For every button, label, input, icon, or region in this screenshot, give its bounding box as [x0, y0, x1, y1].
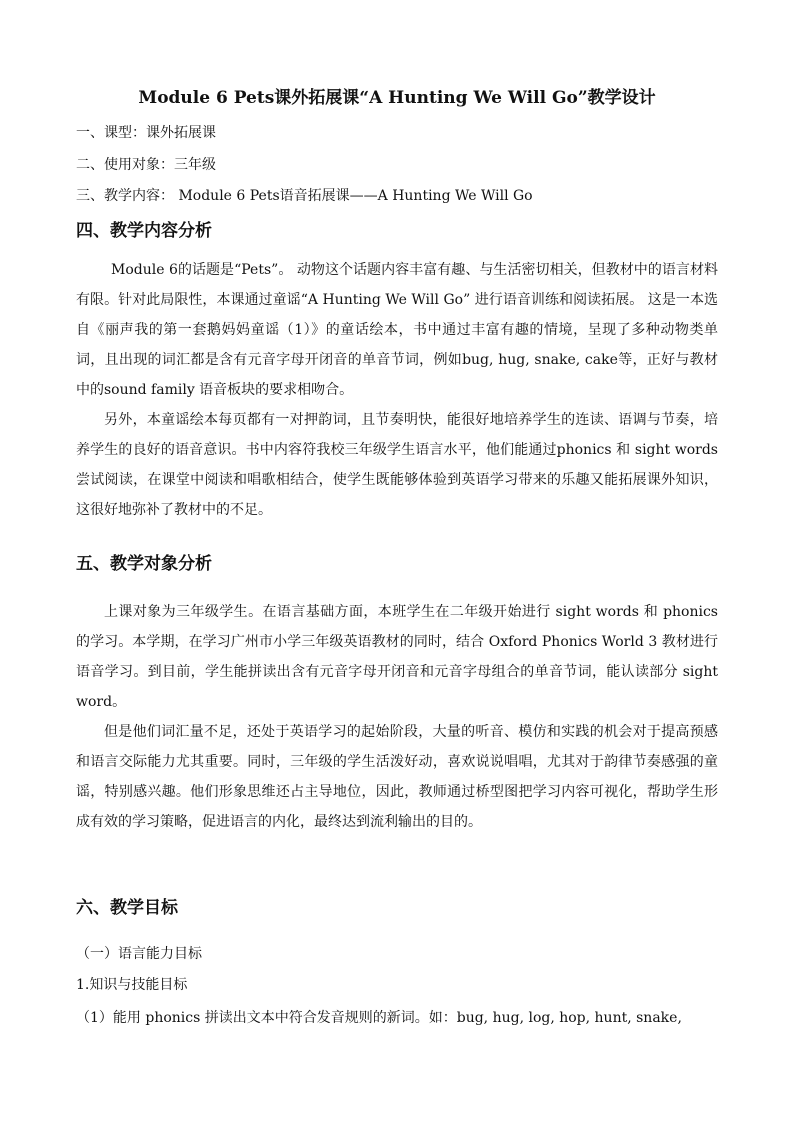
content-line: 三、教学内容： Module 6 Pets语音拓展课——A Hunting We Will Go	[76, 188, 533, 204]
section-heading-student-analysis: 五、教学对象分析	[76, 554, 212, 574]
section-heading-objectives: 六、教学目标	[76, 898, 178, 918]
lesson-type-line: 一、课型：课外拓展课	[76, 125, 216, 141]
audience-line: 二、使用对象：三年级	[76, 157, 216, 173]
section-heading-content-analysis: 四、教学内容分析	[76, 221, 212, 241]
objective-subheading-knowledge: 1.知识与技能目标	[76, 977, 188, 993]
student-analysis-paragraph-1: 上课对象为三年级学生。在语言基础方面，本班学生在二年级开始进行 sight words 和 phonics 的学习。本学期，在学习广州市小学三年级英语教材的同时，结合 Oxford Phonics World 3 教材进行语音学习。到目前，学生能拼读出含有元音字母开闭音和元音字母组合的单音节词，能认读部分 sight word。	[76, 604, 718, 710]
objective-subheading-language: （一）语言能力目标	[76, 946, 202, 962]
objective-item-1: （1）能用 phonics 拼读出文本中符合发音规则的新词。如：bug, hug, log, hop, hunt, snake,	[76, 1010, 682, 1026]
document-title: Module 6 Pets课外拓展课“A Hunting We Will Go”教学设计	[138, 88, 656, 108]
student-analysis-paragraph-2: 但是他们词汇量不足，还处于英语学习的起始阶段，大量的听音、模仿和实践的机会对于提高预感和语言交际能力尤其重要。同时，三年级的学生活泼好动，喜欢说说唱唱，尤其对于韵律节奏感强的童谣，特别感兴趣。他们形象思维还占主导地位，因此，教师通过桥型图把学习内容可视化，帮助学生形成有效的学习策略，促进语言的内化，最终达到流利输出的目的。	[76, 724, 718, 830]
content-analysis-paragraph-1: Module 6的话题是“Pets”。 动物这个话题内容丰富有趣、与生活密切相关，但教材中的语言材料有限。针对此局限性，本课通过童谣“A Hunting We Will Go” 进行语音训练和阅读拓展。 这是一本选自《丽声我的第一套鹅妈妈童谣（1）》的童话绘本，书中通过丰富有趣的情境，呈现了多种动物类单词，且出现的词汇都是含有元音字母开闭音的单音节词，例如bug, hug, snake, cake等，正好与教材中的sound family 语音板块的要求相吻合。	[76, 262, 718, 398]
content-analysis-paragraph-2: 另外，本童谣绘本每页都有一对押韵词，且节奏明快，能很好地培养学生的连读、语调与节奏，培养学生的良好的语音意识。书中内容符我校三年级学生语言水平，他们能通过phonics 和 sight words 尝试阅读，在课堂中阅读和唱歌相结合，使学生既能够体验到英语学习带来的乐趣又能拓展课外知识，这很好地弥补了教材中的不足。	[76, 412, 718, 518]
